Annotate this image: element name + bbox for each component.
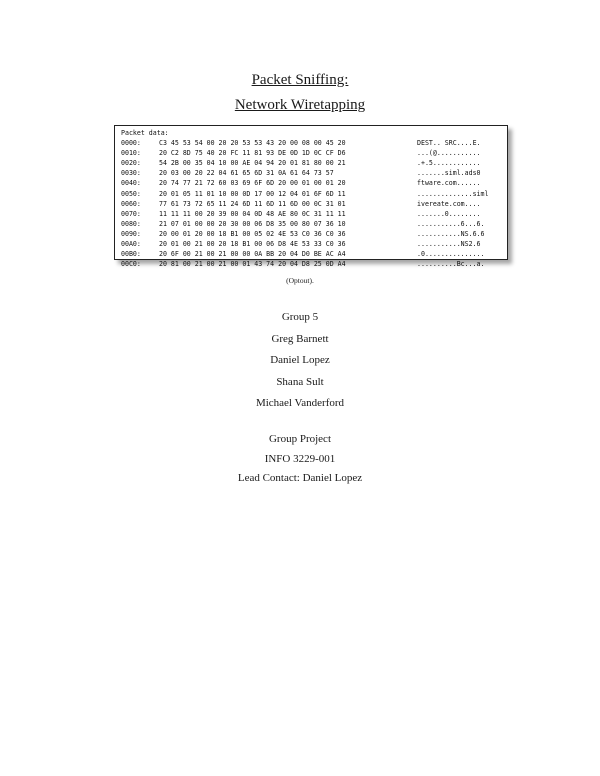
dump-offset: 0020: (121, 159, 141, 168)
dump-ascii: ..............siml (417, 189, 489, 198)
dump-hex: 20 81 00 21 00 21 00 01 43 74 20 04 D8 25 0D A4 (159, 260, 346, 269)
dump-offset: 0080: (121, 219, 141, 228)
member-3: Shana Sult (276, 375, 324, 388)
dump-row (121, 199, 507, 209)
dump-ascii: ivereate.com.... (417, 199, 481, 208)
dump-offset: 0030: (121, 169, 141, 178)
dump-hex: 20 01 00 21 00 20 18 B1 00 06 D8 4E 53 33 C0 36 (159, 240, 346, 249)
dump-hex: 11 11 11 00 20 39 00 04 0D 48 AE 80 0C 31 11 11 (159, 209, 346, 218)
dump-offset: 0060: (121, 199, 141, 208)
project-type: Group Project (268, 433, 331, 445)
figure-caption: (Optout). (286, 276, 314, 285)
dump-offset: 00A0: (121, 240, 141, 249)
dump-ascii: ...........6...6. (417, 219, 485, 228)
dump-row (121, 168, 507, 178)
dump-ascii: ftware.com...... (417, 179, 481, 188)
dump-hex: 20 00 01 20 00 18 B1 00 05 02 4E 53 C0 36 C0 36 (159, 229, 346, 238)
dump-row (121, 189, 507, 199)
dump-hex: 21 07 01 00 00 20 30 00 06 D8 35 00 80 07 36 10 (159, 219, 346, 228)
dump-hex: 20 03 00 20 22 04 61 65 6D 31 0A 61 64 73 57 (159, 169, 334, 178)
dump-hex: 77 61 73 72 65 11 24 6D 11 6D 11 6D 00 0C 31 01 (159, 199, 346, 208)
dump-ascii: ...(@........... (417, 149, 481, 158)
title-line-1: Packet Sniffing: (251, 72, 349, 88)
dump-ascii: .0............... (417, 250, 485, 259)
title-line-2: Network Wiretapping (234, 97, 366, 113)
packet-dump-figure (114, 125, 508, 269)
dump-row (121, 148, 507, 158)
dump-offset: 0050: (121, 189, 141, 198)
dump-hex: 54 2B 00 35 04 10 00 AE 04 94 20 01 81 80 00 21 (159, 159, 346, 168)
dump-ascii: .......siml.ads0 (417, 169, 481, 178)
dump-row (121, 138, 507, 148)
dump-ascii: .......0........ (417, 209, 481, 218)
dump-hex: 20 74 77 21 72 60 03 69 6F 6D 20 00 01 00 01 20 (159, 179, 346, 188)
dump-hex: 20 6F 00 21 00 21 00 00 0A BB 20 04 D0 BE AC A4 (159, 250, 346, 259)
dump-row (121, 259, 507, 269)
dump-offset: 00C0: (121, 260, 141, 269)
dump-ascii: DEST.. SRC....E. (417, 139, 481, 148)
dump-hex: 20 01 05 11 01 10 00 0D 17 00 12 04 01 6F 6D 11 (159, 189, 346, 198)
dump-row (121, 249, 507, 259)
member-1: Greg Barnett (271, 332, 329, 345)
project-block (0, 433, 600, 492)
dump-offset: 0010: (121, 149, 141, 158)
dump-hex: 20 C2 8D 75 40 20 FC 11 81 93 DE 0D 1D 0C CF D6 (159, 149, 346, 158)
member-2: Daniel Lopez (270, 354, 330, 366)
dump-offset: 0070: (121, 209, 141, 218)
dump-row (121, 178, 507, 188)
lead-contact: Lead Contact: Daniel Lopez (237, 472, 363, 484)
dump-ascii: ...........NS.6.6 (417, 229, 485, 238)
dump-ascii: .+.5............ (417, 159, 481, 168)
dump-offset: 00B0: (121, 250, 141, 259)
dump-offset: 0090: (121, 229, 141, 238)
packet-dump-rows (121, 138, 507, 269)
dump-row (121, 209, 507, 219)
dump-offset: 0040: (121, 179, 141, 188)
dump-hex: C3 45 53 54 00 20 20 53 53 43 20 00 08 00 45 20 (159, 139, 346, 148)
dump-ascii: ..........Bc...a. (417, 260, 485, 269)
dump-row (121, 239, 507, 249)
member-4: Michael Vanderford (255, 397, 345, 409)
dump-ascii: ...........NS2.6 (417, 240, 481, 249)
dump-row (121, 158, 507, 168)
dump-row (121, 219, 507, 229)
group-name: Group 5 (281, 311, 319, 323)
course-code: INFO 3229-001 (264, 452, 336, 465)
dump-row (121, 229, 507, 239)
packet-dump-header: Packet data: (121, 129, 169, 137)
group-block (0, 311, 600, 419)
dump-offset: 0000: (121, 139, 141, 148)
